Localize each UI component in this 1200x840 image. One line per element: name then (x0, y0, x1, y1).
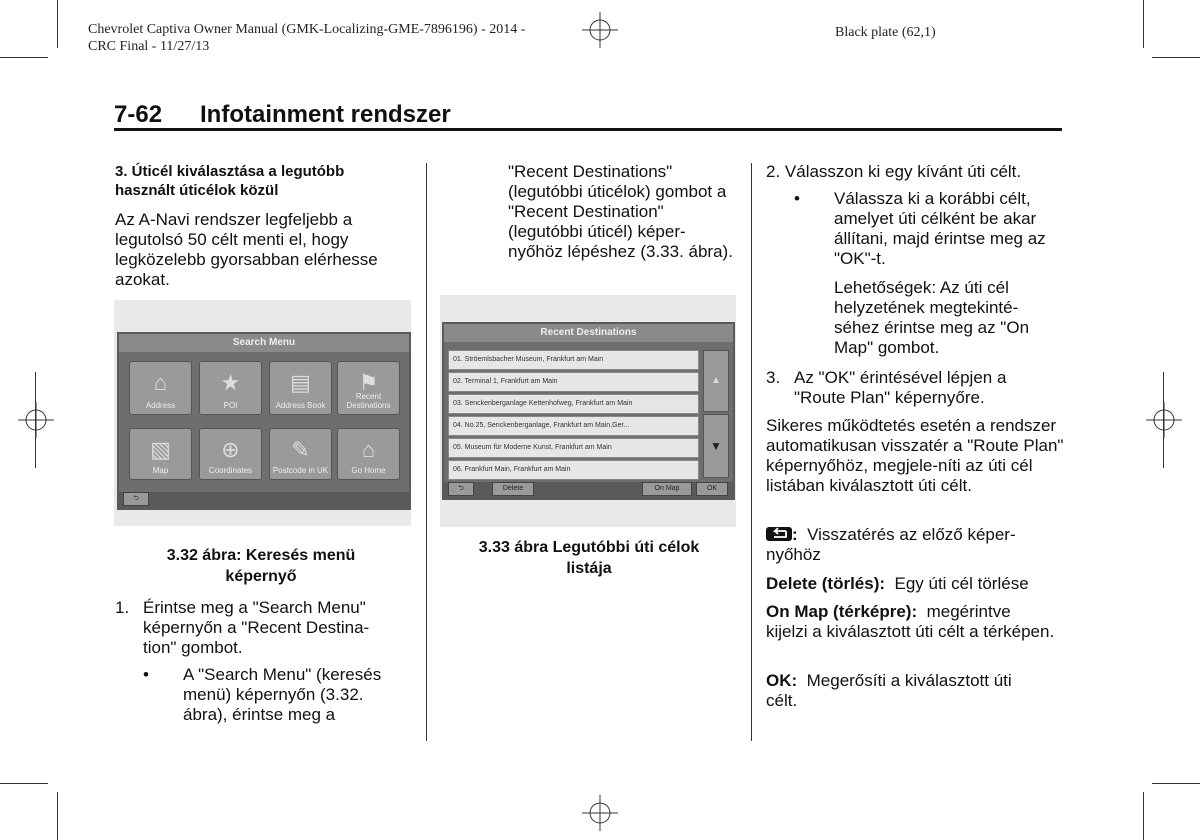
bullet-2-text: Válassza ki a korábbi célt, amelyet úti célként be akar állítani, majd érintse meg az "OK"-t. (834, 189, 1046, 268)
book-icon: ▤ (290, 370, 311, 395)
screen-bottom-bar (119, 492, 409, 508)
onmap-label: On Map (térképre): (766, 602, 918, 621)
onmap-text: megérintve kijelzi a kiválasztott úti célt a térképen. (766, 602, 1055, 641)
registration-mark-icon (1146, 402, 1182, 438)
page-title: Infotainment rendszer (200, 101, 451, 128)
tile-go-home[interactable]: ⌂ Go Home (337, 428, 400, 480)
destination-row[interactable]: 01. Ströemlsbacher Museum, Frankfurt am Main (448, 350, 699, 370)
return-arrow-icon (766, 527, 792, 541)
back-button[interactable]: ⮌ (448, 482, 474, 496)
tile-address[interactable]: ⌂ Address (129, 361, 192, 415)
star-icon: ★ (220, 370, 241, 395)
success-paragraph: Sikeres működtetés esetén a rendszer automatikusan visszatér a "Route Plan" képernyőhöz, megjele-níti az úti cél listában kiválasztott úti célt. (766, 416, 1064, 495)
crop-mark (1152, 783, 1200, 784)
screen-bottom-bar (444, 482, 733, 498)
tile-coordinates[interactable]: ⊕ Coordinates (199, 428, 262, 480)
bullet-mark: • (794, 189, 800, 208)
column-divider (426, 163, 427, 741)
home-icon: ⌂ (153, 370, 168, 395)
bullet-1-text: A "Search Menu" (keresés menü) képernyőn (3.32. ábra), érintse meg a (183, 665, 382, 724)
recent-destinations-screen (442, 322, 735, 500)
back-button[interactable]: ⮌ (123, 492, 149, 506)
search-menu-screen (117, 332, 411, 510)
screen-title: Search Menu (119, 334, 409, 352)
crop-mark (1163, 372, 1164, 468)
crop-mark (57, 0, 58, 48)
ok-text: Megerősíti a kiválasztott úti célt. (766, 671, 1012, 710)
back-text: Visszatérés az előző képer-nyőhöz (766, 525, 1016, 564)
title-rule (114, 128, 1062, 131)
intro-paragraph: Az A-Navi rendszer legfeljebb a legutolsó 50 célt menti el, hogy legközelebb gyorsabban elérhesse azokat. (115, 210, 378, 289)
step-3-text: Az "OK" érintésével lépjen a "Route Plan" képernyőre. (794, 368, 1007, 407)
figure-caption-333: 3.33 ábra Legutóbbi úti célok listája (478, 539, 700, 577)
registration-mark-icon (18, 402, 54, 438)
crop-mark (1152, 57, 1200, 58)
back-separator: : (792, 525, 798, 544)
back-description (766, 525, 1066, 565)
flag-icon: ⚑ (358, 370, 379, 395)
ok-button[interactable]: OK (696, 482, 728, 496)
home-arrow-icon: ⌂ (361, 437, 376, 462)
crop-mark (1143, 792, 1144, 840)
header-line-2: CRC Final - 11/27/13 (88, 39, 210, 54)
tile-postcode[interactable]: ✎ Postcode in UK (269, 428, 332, 480)
figure-caption-332: 3.32 ábra: Keresés menü képernyő (166, 547, 356, 585)
delete-description (766, 574, 1066, 594)
section-heading: 3. Úticél kiválasztása a legutóbb használt úticélok közül (115, 163, 345, 199)
header-line-1: Chevrolet Captiva Owner Manual (GMK-Localizing-GME-7896196) - 2014 - (88, 22, 526, 37)
crop-mark (0, 57, 48, 58)
registration-mark-icon (582, 795, 618, 831)
tile-address-book[interactable]: ▤ Address Book (269, 361, 332, 415)
crop-mark (57, 792, 58, 840)
scroll-down-button[interactable]: ▼ (703, 414, 729, 478)
delete-label: Delete (törlés): (766, 574, 886, 593)
step-2-text: 2. Válasszon ki egy kívánt úti célt. (766, 162, 1022, 181)
scroll-up-button[interactable]: ▲ (703, 350, 729, 412)
destination-row[interactable]: 03. Senckenberganlage Kettenhofweg, Frankfurt am Main (448, 394, 699, 414)
crop-mark (0, 783, 48, 784)
plate-label: Black plate (62,1) (835, 25, 936, 40)
step-1-number: 1. (115, 598, 130, 617)
step-3-number: 3. (766, 368, 781, 387)
destination-row[interactable]: 05. Museum für Moderne Kunst, Frankfurt am Main (448, 438, 699, 458)
on-map-button[interactable]: On Map (642, 482, 692, 496)
destination-row[interactable]: 04. No.25, Senckenberganlage, Frankfurt am Main,Ger... (448, 416, 699, 436)
step-1-text: Érintse meg a "Search Menu" képernyőn a "Recent Destina-tion" gombot. (143, 598, 370, 657)
map-icon: ▧ (150, 437, 171, 462)
tile-recent-destinations[interactable]: ⚑ Recent Destinations (337, 361, 400, 415)
ok-description (766, 671, 1026, 711)
delete-button[interactable]: Delete (492, 482, 534, 496)
tile-poi[interactable]: ★ POI (199, 361, 262, 415)
options-text: Lehetőségek: Az úti cél helyzetének megtekinté-séhez érintse meg az "On Map" gombot. (834, 278, 1030, 357)
destination-row[interactable]: 02. Terminal 1, Frankfurt am Main (448, 372, 699, 392)
screen-title: Recent Destinations (444, 324, 733, 342)
destination-row[interactable]: 06. Frankfurt Main, Frankfurt am Main (448, 460, 699, 480)
registration-mark-icon (582, 12, 618, 48)
column-2-paragraph: "Recent Destinations" (legutóbbi úticélok) gombot a "Recent Destination" (legutóbbi úticél) képer-nyőhöz lépéshez (3.33. ábra). (508, 162, 733, 261)
delete-text: Egy úti cél törlése (894, 574, 1029, 593)
ok-label: OK: (766, 671, 798, 690)
crop-mark (35, 372, 36, 468)
crop-mark (1143, 0, 1144, 48)
onmap-description (766, 602, 1056, 642)
bullet-mark: • (143, 665, 149, 684)
page-number: 7-62 (114, 101, 163, 128)
globe-icon: ⊕ (221, 437, 240, 462)
tile-map[interactable]: ▧ Map (129, 428, 192, 480)
column-divider (751, 163, 752, 741)
pin-icon: ✎ (291, 437, 310, 462)
